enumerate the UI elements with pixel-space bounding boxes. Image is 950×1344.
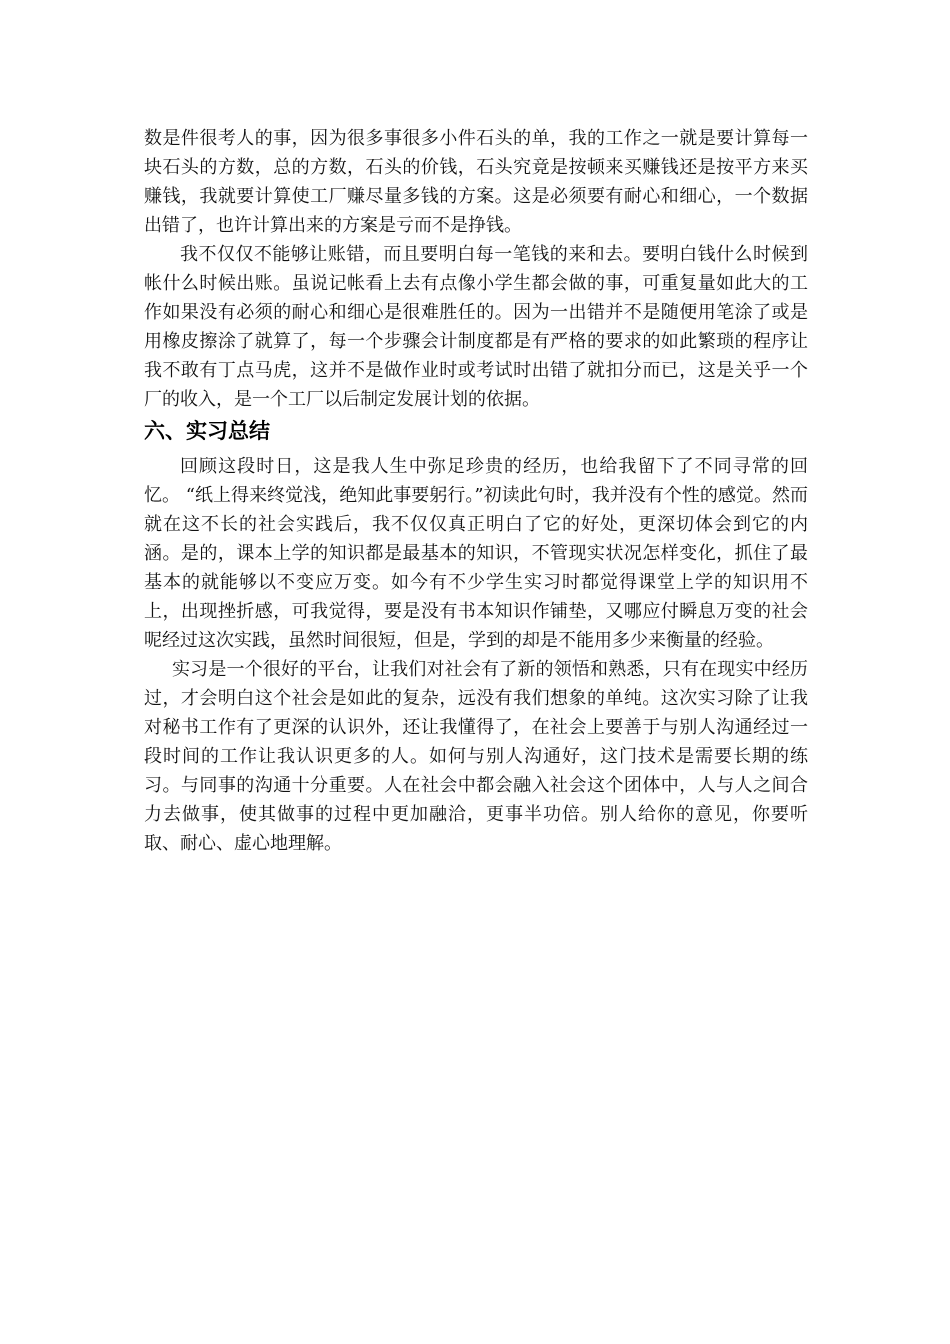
paragraph-accounting: 我不仅仅不能够让账错，而且要明白每一笔钱的来和去。要明白钱什么时候到帐什么时候出账。虽说记帐看上去有点像小学生都会做的事，可重复量如此大的工作如果没有必须的耐心和细心是很难胜任的。因为一出错并不是随便用笔涂了或是用橡皮擦涂了就算了，每一个步骤会计制度都是有严格的要求的如此繁琐的程序让我不敢有丁点马虎，这并不是做作业时或考试时出错了就扣分而已，这是关乎一个厂的收入，是一个工厂以后制定发展计划的依据。 — [144, 244, 808, 410]
paragraph-review: 回顾这段时日，这是我人生中弥足珍贵的经历，也给我留下了不同寻常的回忆。 “纸上得来终觉浅，绝知此事要躬行。”初读此句时，我并没有个性的感觉。然而就在这不长的社会实践后，我不仅仅真正明白了它的好处，更深切体会到它的内涵。是的，课本上学的知识都是最基本的知识，不管现实状况怎样变化，抓住了最基本的就能够以不变应万变。如今有不少学生实习时都觉得课堂上学的知识用不上，出现挫折感，可我觉得，要是没有书本知识作铺垫，又哪应付瞬息万变的社会呢经过这次实践，虽然时间很短，但是，学到的却是不能用多少来衡量的经验。 — [144, 456, 808, 651]
document-body — [144, 124, 808, 858]
paragraph-stone-calculation: 数是件很考人的事，因为很多事很多小件石头的单，我的工作之一就是要计算每一块石头的方数，总的方数，石头的价钱，石头究竟是按顿来买赚钱还是按平方来买赚钱，我就要计算使工厂赚尽量多钱的方案。这是必须要有耐心和细心，一个数据出错了，也许计算出来的方案是亏而不是挣钱。 — [144, 128, 808, 236]
section-heading-internship-summary: 六、实习总结 — [144, 419, 270, 443]
paragraph-internship-platform: 实习是一个很好的平台，让我们对社会有了新的领悟和熟悉，只有在现实中经历过，才会明白这个社会是如此的复杂，远没有我们想象的单纯。这次实习除了让我对秘书工作有了更深的认识外，还让我懂得了，在社会上要善于与别人沟通经过一段时间的工作让我认识更多的人。如何与别人沟通好，这门技术是需要长期的练习。与同事的沟通十分重要。人在社会中都会融入社会这个团体中，人与人之间合力去做事，使其做事的过程中更加融洽，更事半功倍。别人给你的意见，你要听取、耐心、虚心地理解。 — [144, 659, 808, 854]
